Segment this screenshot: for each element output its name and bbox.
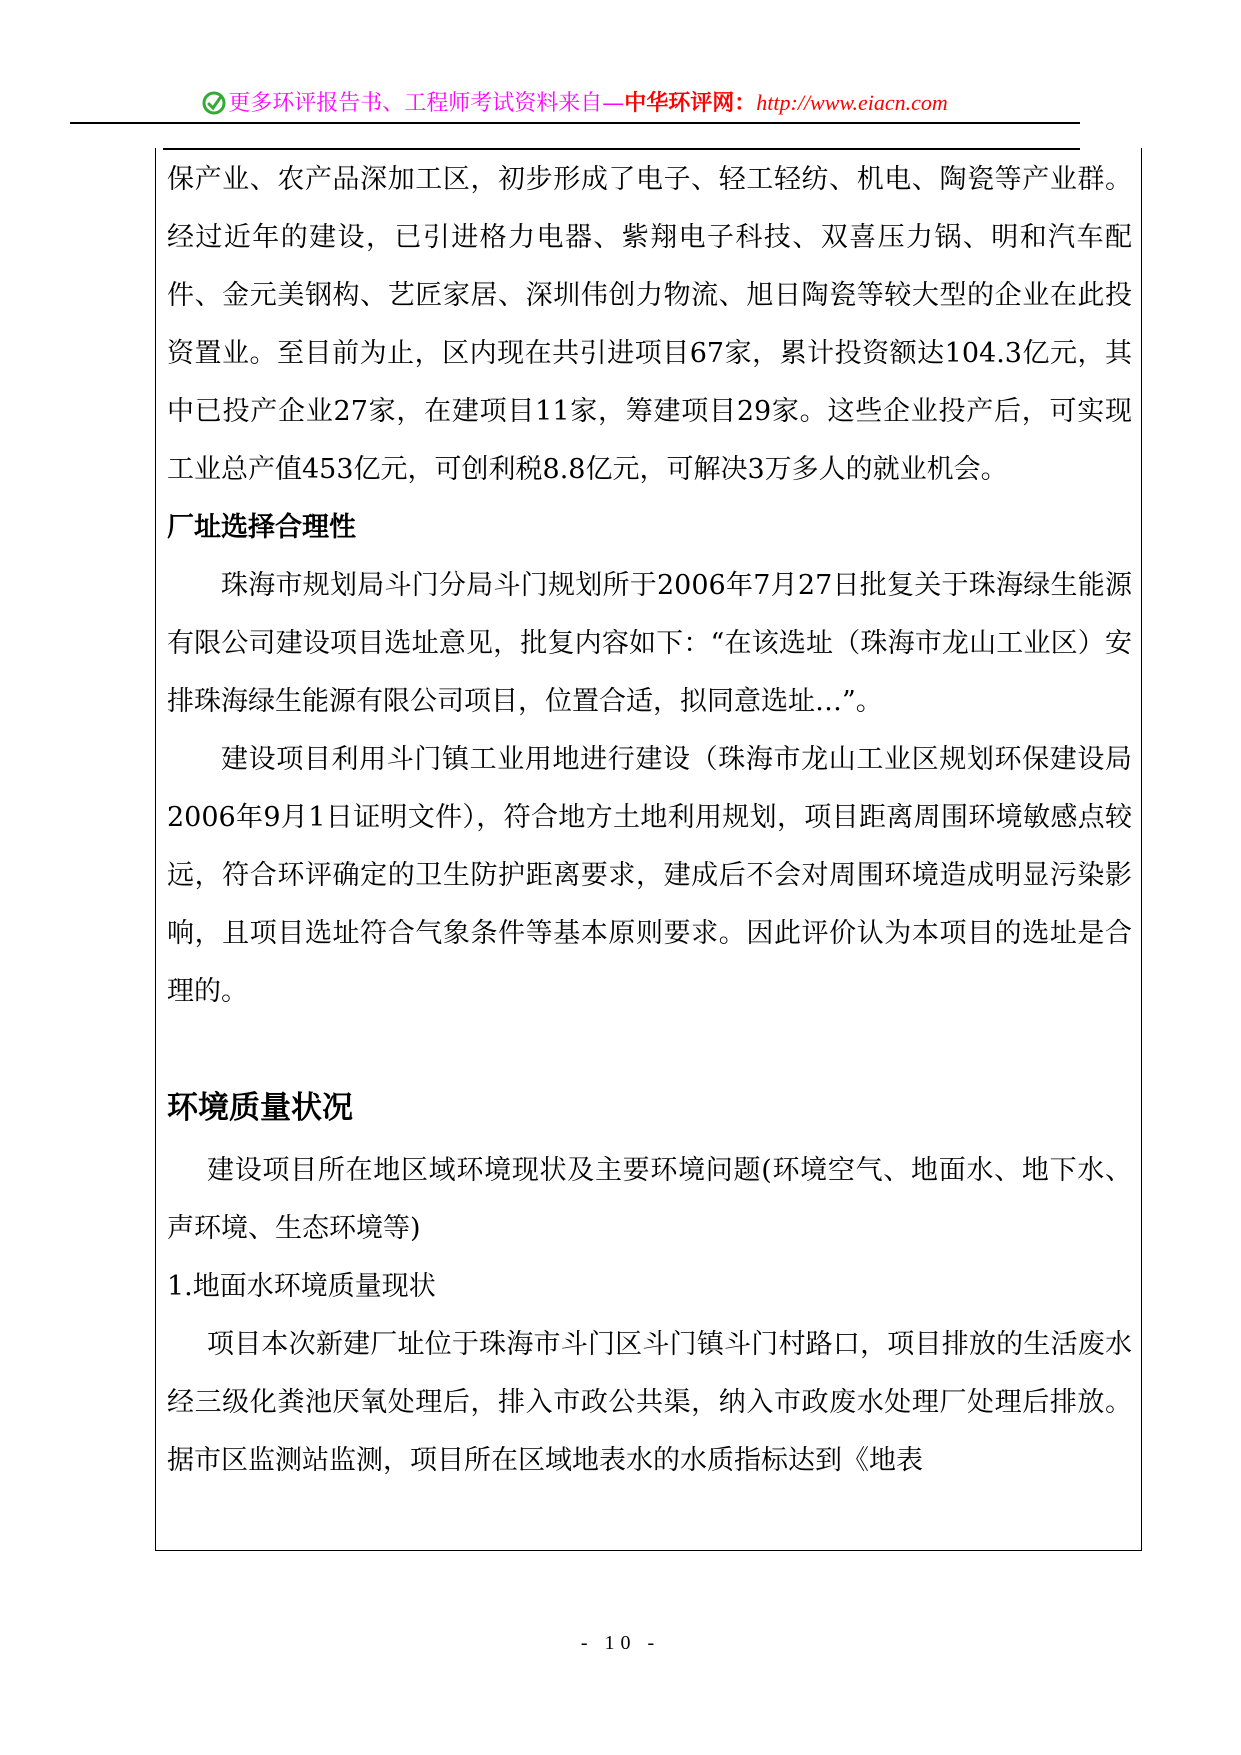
green-leaf-logo-icon [202,91,226,115]
header-url-link[interactable]: http://www.eiacn.com [756,90,948,115]
section-heading-site-selection: 厂址选择合理性 [167,512,356,543]
spacer [167,1021,1132,1079]
page-header [70,88,1080,119]
section-heading-environment-quality: 环境质量状况 [167,1090,353,1126]
content-cell [167,151,1132,1490]
paragraph-planning-approval: 珠海市规划局斗门分局斗门规划所于2006年7月27日批复关于珠海绿生能源有限公司建设项目选址意见，批复内容如下：“在该选址（珠海市龙山工业区）安排珠海绿生能源有限公司项目，位置合适，拟同意选址…”。 [167,570,1132,717]
page-number: - 10 - [580,1632,661,1654]
paragraph-surface-water: 项目本次新建厂址位于珠海市斗门区斗门镇斗门村路口，项目排放的生活废水经三级化粪池厌氧处理后，排入市政公共渠，纳入市政废水处理厂处理后排放。据市区监测站监测，项目所在区域地表水的水质指标达到《地表 [167,1329,1132,1476]
paragraph-industry: 保产业、农产品深加工区，初步形成了电子、轻工轻纺、机电、陶瓷等产业群。经过近年的建设，已引进格力电器、紫翔电子科技、双喜压力锅、明和汽车配件、金元美钢构、艺匠家居、深圳伟创力物流、旭日陶瓷等较大型的企业在此投资置业。至目前为止，区内现在共引进项目67家，累计投资额达104.3亿元，其中已投产企业27家，在建项目11家，筹建项目29家。这些企业投产后，可实现工业总产值453亿元，可创利税8.8亿元，可解决3万多人的就业机会。 [167,164,1132,485]
paragraph-environment-intro: 建设项目所在地区域环境现状及主要环境问题(环境空气、地面水、地下水、声环境、生态环境等) [167,1155,1132,1244]
subheading-surface-water: 1.地面水环境质量现状 [167,1271,436,1302]
paragraph-land-use: 建设项目利用斗门镇工业用地进行建设（珠海市龙山工业区规划环保建设局2006年9月1日证明文件），符合地方土地利用规划，项目距离周围环境敏感点较远，符合环评确定的卫生防护距离要求，建成后不会对周围环境造成明显污染影响，且项目选址符合气象条件等基本原则要求。因此评价认为本项目的选址是合理的。 [167,744,1132,1007]
header-site-name: 中华环评网： [624,90,757,116]
header-rule [70,122,1080,124]
header-intro-text: 更多环评报告书、工程师考试资料来自— [228,91,625,116]
